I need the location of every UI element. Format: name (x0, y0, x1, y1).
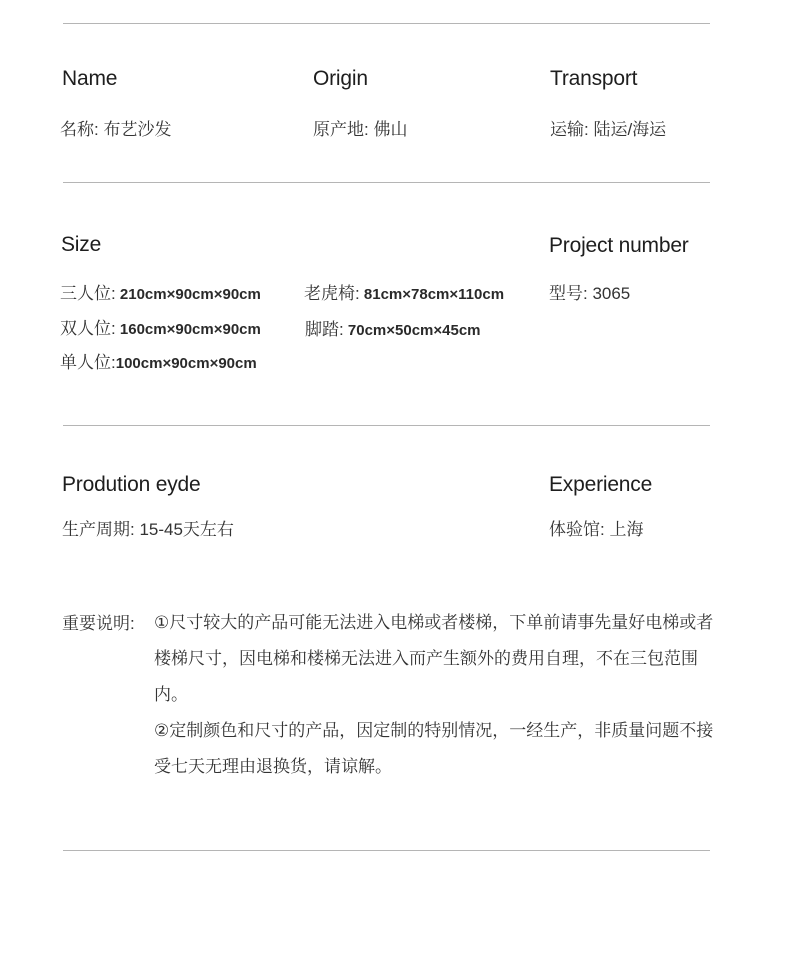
notes-body (154, 605, 720, 785)
size-label: 单人位: (60, 353, 116, 372)
production-heading: Prodution eyde (62, 473, 201, 496)
origin-heading: Origin (313, 67, 368, 90)
size-row-footstool (305, 315, 481, 340)
size-label: 三人位: (60, 284, 116, 303)
size-heading: Size (61, 233, 102, 256)
project-number-value: 型号: 3065 (549, 284, 631, 303)
size-dimensions: 210cm×90cm×90cm (115, 286, 261, 303)
size-dimensions: 160cm×90cm×90cm (115, 321, 261, 338)
transport-value: 运输: 陆运/海运 (550, 120, 667, 139)
transport-heading: Transport (550, 67, 638, 90)
divider-2 (63, 425, 710, 426)
note-item-2: ②定制颜色和尺寸的产品，因定制的特别情况，一经生产，非质量问题不接受七天无理由退换货，请谅解。 (154, 721, 714, 776)
project-number-heading: Project number (549, 234, 689, 257)
size-label: 脚踏: (305, 320, 344, 339)
origin-value: 原产地: 佛山 (313, 120, 408, 139)
size-row-single-seat (60, 348, 257, 373)
notes-label: 重要说明: (62, 614, 135, 633)
experience-heading: Experience (549, 473, 653, 496)
divider-1 (63, 182, 710, 183)
size-row-tiger-chair (304, 279, 504, 304)
size-dimensions: 81cm×78cm×110cm (359, 286, 505, 303)
size-row-three-seat (60, 279, 261, 304)
size-dimensions: 100cm×90cm×90cm (115, 355, 257, 372)
divider-top (63, 23, 710, 24)
size-row-two-seat (60, 314, 261, 339)
production-value: 生产周期: 15-45天左右 (62, 520, 234, 539)
size-dimensions: 70cm×50cm×45cm (343, 322, 481, 339)
name-value: 名称: 布艺沙发 (60, 120, 172, 139)
note-item-1: ①尺寸较大的产品可能无法进入电梯或者楼梯，下单前请事先量好电梯或者楼梯尺寸，因电梯和楼梯无法进入而产生额外的费用自理，不在三包范围内。 (154, 613, 714, 704)
size-label: 老虎椅: (304, 284, 360, 303)
size-label: 双人位: (60, 319, 116, 338)
divider-bottom (63, 850, 710, 851)
experience-value: 体验馆: 上海 (549, 520, 644, 539)
name-heading: Name (62, 67, 118, 90)
